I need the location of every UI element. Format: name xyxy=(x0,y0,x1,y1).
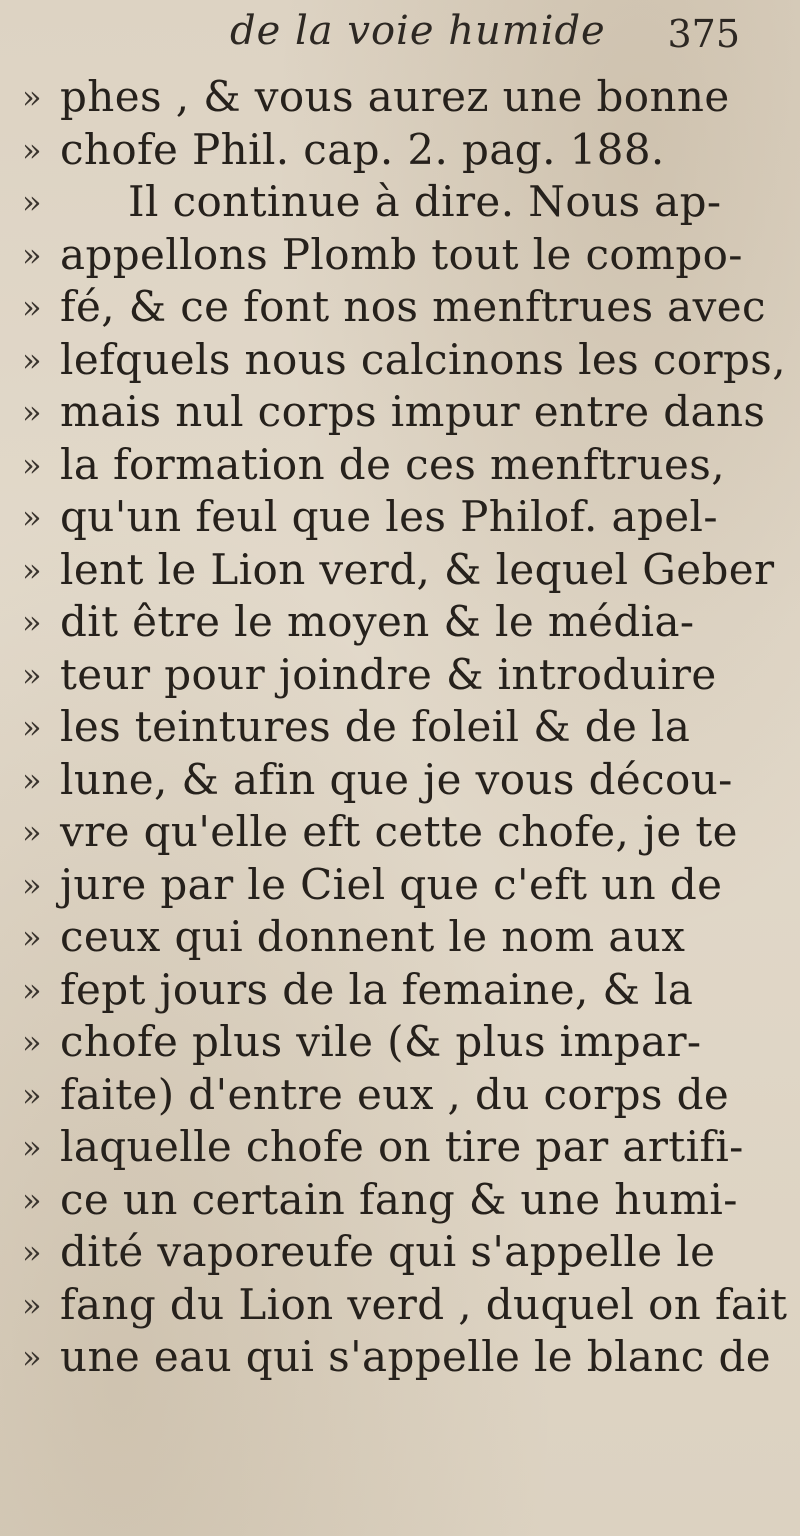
text-line xyxy=(0,912,800,965)
line-text: chofe plus vile (& plus impar- xyxy=(60,1017,702,1066)
quote-mark: » xyxy=(22,393,42,431)
quote-mark: » xyxy=(22,708,42,746)
text-line xyxy=(0,230,800,283)
quote-mark: » xyxy=(22,340,42,379)
text-line xyxy=(0,1175,800,1228)
quote-mark: » xyxy=(22,1023,42,1061)
text-line xyxy=(0,1280,800,1333)
page-header xyxy=(230,8,750,68)
quote-mark: » xyxy=(22,1180,42,1219)
quote-mark: » xyxy=(22,498,42,536)
running-head: de la voie humide xyxy=(230,8,606,54)
line-text: dit être le moyen & le média- xyxy=(60,597,695,646)
text-line xyxy=(0,807,800,860)
line-text: jure par le Ciel que c'eft un de xyxy=(60,859,723,909)
quote-mark: » xyxy=(22,445,42,484)
line-text: vre qu'elle eft cette chofe, je te xyxy=(60,807,738,856)
text-line xyxy=(0,965,800,1018)
quote-mark: » xyxy=(22,288,42,326)
text-line xyxy=(0,335,800,388)
quote-mark: » xyxy=(22,130,42,169)
quote-mark: » xyxy=(22,1285,42,1324)
quote-mark: » xyxy=(22,183,42,221)
line-text: ce un certain fang & une humi- xyxy=(60,1174,738,1224)
quote-mark: » xyxy=(22,603,42,641)
text-line xyxy=(0,597,800,650)
quote-mark: » xyxy=(22,1233,42,1271)
line-text: les teintures de foleil & de la xyxy=(60,702,691,751)
line-text: ceux qui donnent le nom aux xyxy=(60,912,686,961)
line-text: fé, & ce font nos menftrues avec xyxy=(60,282,766,331)
page-number: 375 xyxy=(667,12,740,56)
line-text: fang du Lion verd , duquel on fait xyxy=(60,1279,788,1329)
line-text: fept jours de la femaine, & la xyxy=(60,964,694,1014)
quote-mark: » xyxy=(22,235,42,274)
line-text: teur pour joindre & introduire xyxy=(60,649,717,699)
text-line xyxy=(0,860,800,913)
quote-mark: » xyxy=(22,813,42,851)
line-text: faite) d'entre eux , du corps de xyxy=(60,1069,730,1119)
body-text xyxy=(0,72,800,1385)
text-line xyxy=(0,387,800,440)
quote-mark: » xyxy=(22,1075,42,1114)
line-text: qu'un feul que les Philof. apel- xyxy=(60,492,718,541)
quote-mark: » xyxy=(22,865,42,904)
line-text: dité vaporeufe qui s'appelle le xyxy=(60,1227,716,1276)
text-line xyxy=(0,650,800,703)
quote-mark: » xyxy=(22,655,42,694)
text-line xyxy=(0,1227,800,1280)
quote-mark: » xyxy=(22,1128,42,1166)
text-line xyxy=(0,1122,800,1175)
line-text: Il continue à dire. Nous ap- xyxy=(128,177,722,226)
line-text: laquelle chofe on tire par artifi- xyxy=(60,1122,744,1171)
quote-mark: » xyxy=(22,970,42,1009)
text-line xyxy=(0,1017,800,1070)
quote-mark: » xyxy=(22,760,42,799)
text-line xyxy=(0,492,800,545)
text-line xyxy=(0,177,800,230)
line-text: mais nul corps impur entre dans xyxy=(60,387,766,436)
text-line xyxy=(0,1332,800,1385)
text-line xyxy=(0,72,800,125)
line-text: lent le Lion verd, & lequel Geber xyxy=(60,544,775,594)
text-line xyxy=(0,755,800,808)
line-text: appellons Plomb tout le compo- xyxy=(60,229,743,279)
text-line xyxy=(0,282,800,335)
line-text: la formation de ces menftrues, xyxy=(60,439,726,489)
line-text: phes , & vous aurez une bonne xyxy=(60,72,730,121)
text-line xyxy=(0,1070,800,1123)
line-text: lefquels nous calcinons les corps, xyxy=(60,334,786,384)
text-line xyxy=(0,440,800,493)
line-text: une eau qui s'appelle le blanc de xyxy=(60,1332,772,1381)
text-line xyxy=(0,125,800,178)
quote-mark: » xyxy=(22,78,42,116)
line-text: chofe Phil. cap. 2. pag. 188. xyxy=(60,124,665,174)
line-text: lune, & afin que je vous décou- xyxy=(60,754,733,804)
quote-mark: » xyxy=(22,1338,42,1376)
text-line xyxy=(0,702,800,755)
quote-mark: » xyxy=(22,550,42,589)
quote-mark: » xyxy=(22,918,42,956)
text-line xyxy=(0,545,800,598)
